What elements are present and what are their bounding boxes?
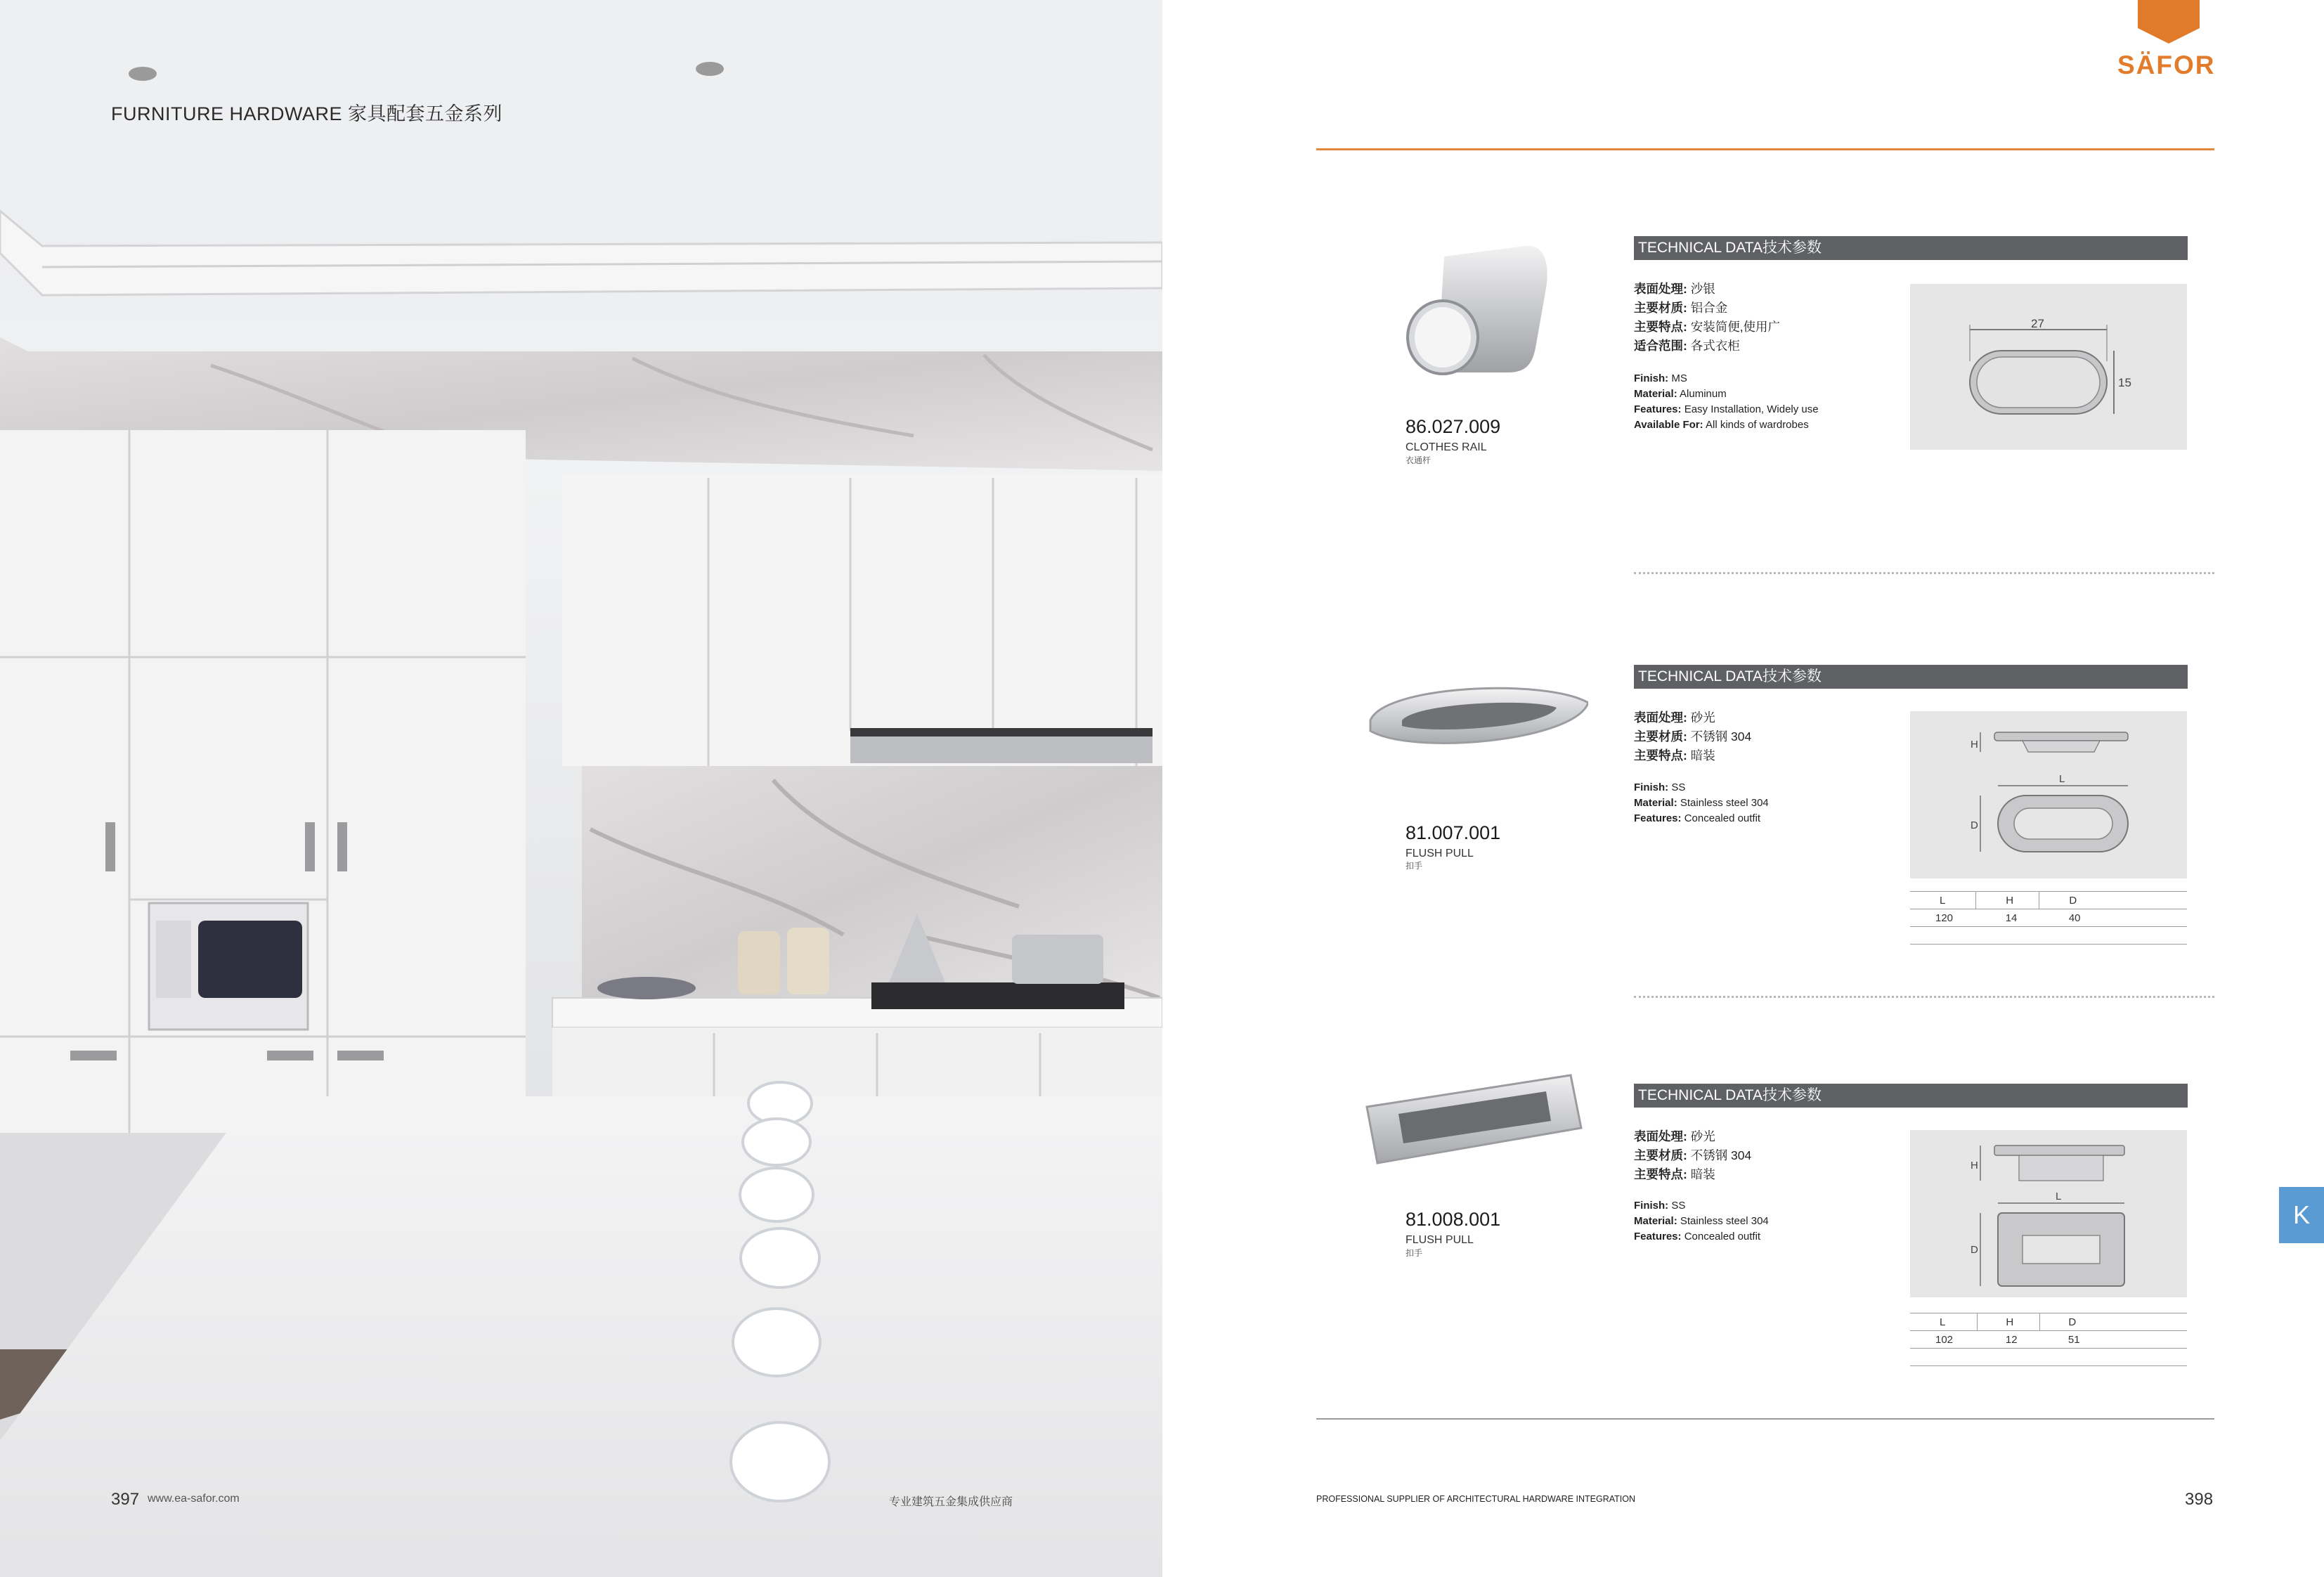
dimension-diagram xyxy=(1910,1130,2187,1297)
table-cell: 12 xyxy=(1978,1331,2040,1349)
website-link[interactable]: www.ea-safor.com xyxy=(148,1493,240,1505)
product-code: 81.007.001 xyxy=(1406,822,1501,843)
dim-label: 15 xyxy=(2118,376,2131,389)
tech-data-header: TECHNICAL DATA技术参数 xyxy=(1634,236,2188,260)
tech-data-header: TECHNICAL DATA技术参数 xyxy=(1634,1084,2188,1108)
spec-line: 主要特点: 暗装 xyxy=(1634,748,1715,762)
spec-line-en: Features: Concealed outfit xyxy=(1634,812,1761,824)
dimension-diagram xyxy=(1910,284,2187,450)
section-divider xyxy=(1634,996,2214,998)
table-row xyxy=(1910,1331,2187,1349)
product-name-en: FLUSH PULL xyxy=(1406,1234,1474,1246)
tech-data-header: TECHNICAL DATA技术参数 xyxy=(1634,665,2188,689)
logo-tab-icon xyxy=(2138,0,2200,44)
page-number-right: 398 xyxy=(2185,1490,2214,1509)
product-name-cn: 扣手 xyxy=(1406,1248,1423,1258)
product-name-en: CLOTHES RAIL xyxy=(1406,441,1487,453)
spec-line-en: Material: Stainless steel 304 xyxy=(1634,797,1769,809)
spec-line-en: Features: Easy Installation, Widely use xyxy=(1634,403,1819,415)
product-code: 81.008.001 xyxy=(1406,1209,1501,1230)
table-header: H xyxy=(1976,892,2039,909)
spec-line-en: Available For: All kinds of wardrobes xyxy=(1634,419,1809,431)
footer-tagline-cn: 专业建筑五金集成供应商 xyxy=(889,1496,1013,1508)
footer-divider xyxy=(1316,1418,2214,1420)
dim-label: D xyxy=(1971,819,1978,831)
table-cell: 51 xyxy=(2040,1331,2103,1349)
table-header-row xyxy=(1910,1313,2187,1331)
dim-label: H xyxy=(1971,1160,1978,1172)
spec-list-en xyxy=(1634,1198,1769,1245)
table-header: D xyxy=(2039,892,2103,909)
table-cell: 40 xyxy=(2039,909,2103,927)
section-tab-k[interactable]: K xyxy=(2279,1187,2324,1243)
spec-list-en xyxy=(1634,780,1769,826)
table-header: D xyxy=(2040,1313,2103,1331)
table-header: L xyxy=(1910,1313,1978,1331)
spec-line-en: Material: Stainless steel 304 xyxy=(1634,1215,1769,1227)
header-divider xyxy=(1316,148,2214,150)
spec-line: 表面处理: 砂光 xyxy=(1634,710,1715,725)
spec-list-cn xyxy=(1634,280,1780,356)
dim-label: L xyxy=(2059,773,2065,785)
spec-list-cn xyxy=(1634,708,1751,765)
spec-line: 适合范围: 各式衣柜 xyxy=(1634,339,1740,353)
table-row xyxy=(1910,909,2187,927)
spec-line: 表面处理: 沙银 xyxy=(1634,282,1715,296)
product-code: 86.027.009 xyxy=(1406,416,1501,437)
spec-line: 主要材质: 不锈钢 304 xyxy=(1634,729,1752,744)
table-header: H xyxy=(1978,1313,2040,1331)
spec-line: 主要特点: 暗装 xyxy=(1634,1167,1715,1181)
section-divider xyxy=(1634,572,2214,574)
product-name-en: FLUSH PULL xyxy=(1406,848,1474,859)
product-name-cn: 衣通杆 xyxy=(1406,455,1432,465)
spec-line-en: Finish: MS xyxy=(1634,372,1687,384)
page-title: FURNITURE HARDWARE 家具配套五金系列 xyxy=(111,103,502,124)
spec-line-en: Finish: SS xyxy=(1634,1200,1686,1212)
dim-label: 27 xyxy=(2031,317,2044,330)
table-cell: 120 xyxy=(1910,909,1976,927)
spec-line-en: Material: Aluminum xyxy=(1634,388,1727,400)
flush-pull-rect-image xyxy=(1360,1065,1592,1212)
spec-line: 主要材质: 不锈钢 304 xyxy=(1634,1148,1752,1162)
table-header-row xyxy=(1910,892,2187,909)
page-number-left: 397 xyxy=(111,1490,140,1509)
dim-label: L xyxy=(2056,1190,2062,1202)
dimension-diagram xyxy=(1910,711,2187,878)
brand-logo: SÄFOR xyxy=(2117,51,2216,79)
dim-label: D xyxy=(1971,1244,1978,1256)
spec-line: 表面处理: 砂光 xyxy=(1634,1129,1715,1143)
spec-line: 主要材质: 铝合金 xyxy=(1634,301,1728,315)
table-cell: 102 xyxy=(1910,1331,1978,1349)
table-header: L xyxy=(1910,892,1976,909)
dimension-table xyxy=(1910,891,2187,945)
spec-list-en xyxy=(1634,371,1819,433)
dim-label: H xyxy=(1971,739,1978,751)
spec-line: 主要特点: 安装简便,使用广 xyxy=(1634,320,1781,334)
spec-line-en: Features: Concealed outfit xyxy=(1634,1231,1761,1242)
dimension-table xyxy=(1910,1313,2187,1366)
spec-line-en: Finish: SS xyxy=(1634,781,1686,793)
footer-tagline-en: PROFESSIONAL SUPPLIER OF ARCHITECTURAL HARDWARE INTEGRATION xyxy=(1316,1494,1635,1504)
product-name-cn: 扣手 xyxy=(1406,861,1423,871)
table-cell: 14 xyxy=(1976,909,2039,927)
spec-list-cn xyxy=(1634,1127,1751,1184)
flush-pull-oval-image xyxy=(1356,664,1588,812)
clothes-rail-image xyxy=(1395,239,1627,387)
